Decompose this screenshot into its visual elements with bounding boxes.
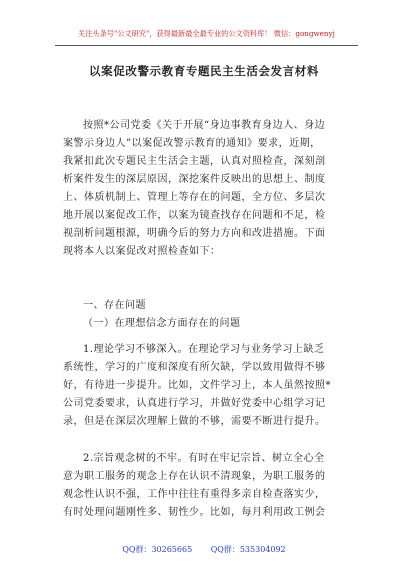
item-2-line: 意为职工服务的观念上存在认识不清现象，为职工服务的 [63, 471, 326, 482]
header-divider [55, 45, 358, 46]
intro-line: 析案件发生的深层原因，深挖案件反映出的思想上、制度 [63, 174, 326, 185]
item-1-line: 1.理论学习不够深入。在理论学习与业务学习上缺乏 [83, 344, 325, 355]
item-2-paragraph [63, 450, 350, 522]
section-heading-text: 一、存在问题 [83, 300, 146, 311]
intro-line: 我紧扣此次专题民主生活会主题，认真对照检查，深刻剖 [63, 156, 326, 167]
footer-qq-group-2: QQ群：535304092 [210, 545, 286, 554]
subsection-heading-text: （一）在理想信念方面存在的问题 [83, 318, 241, 329]
item-1-line: 录，但是在深层次理解上做的不够，需要不断进行提升。 [63, 416, 326, 427]
footer-qq-group-1: QQ群：30265665 [122, 545, 193, 554]
intro-line: 案警示身边人”以案促改警示教育的通知》要求，近期， [63, 138, 321, 149]
item-1-line: 公司党委要求，认真进行学习，并做好党委中心组学习记 [63, 398, 326, 409]
item-2-line: 有时处理问题刚性多、韧性少。比如，每月利用政工例会 [63, 507, 326, 518]
intro-line: 按照*公司党委《关于开展“身边事教育身边人、身边 [83, 120, 326, 131]
header-note: 关注头条号"公文研究"，获得最新最全最专业的公文资料库！ 微信：gongwenyj [78, 29, 335, 38]
section-heading [63, 297, 350, 315]
intro-paragraph [63, 117, 350, 261]
intro-line: 地开展以案促改工作，以案为镜查找存在问题和不足，检 [63, 210, 326, 221]
document-title: 以案促改警示教育专题民主生活会发言材料 [89, 64, 319, 78]
item-1-line: 好，有待进一步提升。比如，文件学习上，本人虽然按照* [63, 380, 331, 391]
intro-line: 上、体质机制上、管理上等存在的问题，全方位、多层次 [63, 192, 326, 203]
subsection-heading [63, 315, 350, 333]
intro-line: 视剖析问题根源，明确今后的努力方向和改进措施。下面 [63, 228, 326, 239]
item-1-paragraph [63, 341, 350, 431]
item-2-line: 观念性认识不强，工作中往往有重得多亲自检查落实少， [63, 489, 326, 500]
footer [0, 542, 408, 558]
item-1-line: 系统性，学习的广度和深度有所欠缺，学以致用做得不够 [63, 362, 326, 373]
item-2-line: 2.宗旨观念树的不牢。有时在牢记宗旨、树立全心全 [83, 453, 325, 464]
intro-line: 现将本人以案促改对照检查如下： [63, 246, 221, 257]
